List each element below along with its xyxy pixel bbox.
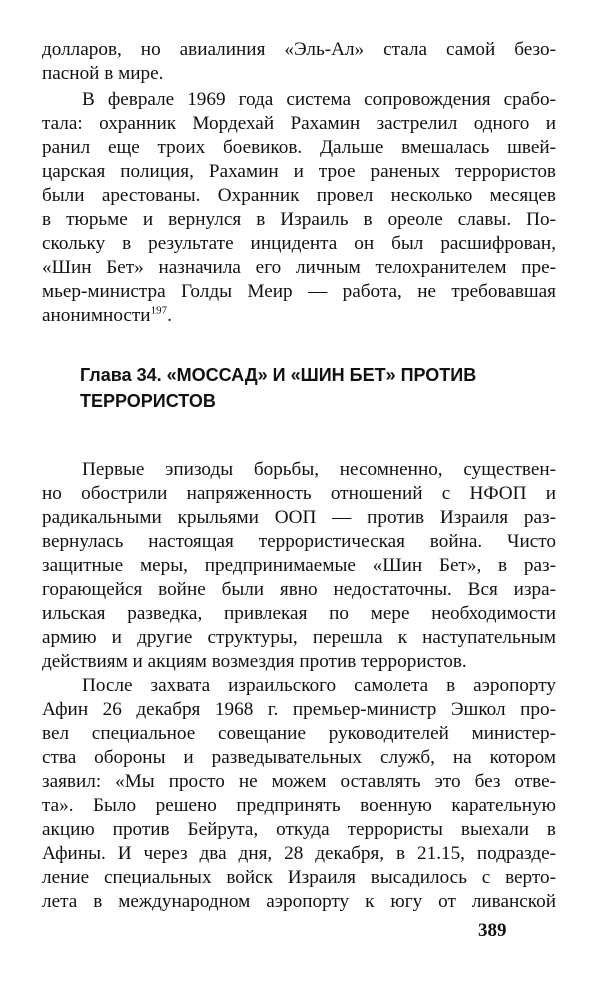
- text-line: ства обороны и разведывательных служб, на котором: [42, 747, 556, 768]
- text-line: горающейся войне были явно недостаточны. Вся изра-: [42, 579, 556, 600]
- text-line: Афины. И через два дня, 28 декабря, в 21.15, подразде-: [42, 843, 556, 864]
- chapter-heading-line: ТЕРРОРИСТОВ: [80, 391, 216, 411]
- paragraph-first-episodes: [42, 458, 556, 674]
- paragraph-feb-1969: [42, 88, 556, 328]
- text-line: царская полиция, Рахамин и трое раненых террористов: [42, 161, 556, 182]
- text-line: ильская разведка, привлекая по мере необходимости: [42, 603, 556, 624]
- text-line: защитные меры, предпринимаемые «Шин Бет», в раз-: [42, 555, 556, 576]
- paragraph-continued: [42, 38, 556, 86]
- text-line: «Шин Бет» назначила его личным телохранителем пре-: [42, 257, 556, 278]
- text-line: заявил: «Мы просто не можем оставлять это без отве-: [42, 771, 556, 792]
- text-line: были арестованы. Охранник провел несколько месяцев: [42, 185, 556, 206]
- text-line: радикальными крыльями ООП — против Израиля раз-: [42, 507, 556, 528]
- text-line: акцию против Бейрута, откуда террористы выехали в: [42, 819, 556, 840]
- text-line: скольку в результате инцидента он был расшифрован,: [42, 233, 556, 254]
- text-line: ление специальных войск Израиля высадилось с верто-: [42, 867, 556, 888]
- page-number: 389: [478, 920, 507, 941]
- text-line: но обострили напряженность отношений с НФОП и: [42, 483, 556, 504]
- text-line: Первые эпизоды борьбы, несомненно, существен-: [82, 459, 556, 480]
- text-line: армию и другие структуры, перешла к наступательным: [42, 627, 556, 648]
- text-line: мьер-министра Голды Меир — работа, не требовавшая: [42, 281, 556, 302]
- text-line: действиям и акциям возмездия против террористов.: [42, 651, 467, 672]
- text-line: долларов, но авиалиния «Эль-Ал» стала самой безо-: [42, 39, 556, 60]
- chapter-heading-line: Глава 34. «МОССАД» И «ШИН БЕТ» ПРОТИВ: [80, 365, 477, 385]
- sentence-end: .: [167, 305, 172, 326]
- text-line: в тюрьме и вернулся в Израиль в ореоле славы. По-: [42, 209, 556, 230]
- chapter-heading: [80, 362, 550, 414]
- text-line: лета в международном аэропорту к югу от ливанской: [42, 891, 556, 912]
- text-line: Афин 26 декабря 1968 г. премьер-министр Эшкол про-: [42, 699, 556, 720]
- text-fragment: анонимности: [42, 305, 151, 326]
- text-line: та». Было решено предпринять военную карательную: [42, 795, 556, 816]
- text-line: После захвата израильского самолета в аэропорту: [82, 675, 556, 696]
- text-line: вел специальное совещание руководителей министер-: [42, 723, 556, 744]
- text-line: вернулась настоящая террористическая война. Чисто: [42, 531, 556, 552]
- text-line: В феврале 1969 года система сопровождения срабо-: [82, 89, 556, 110]
- text-line: ранил еще троих боевиков. Дальше вмешалась швей-: [42, 137, 556, 158]
- footnote-reference: 197: [150, 304, 168, 317]
- text-line-last: [42, 304, 556, 328]
- text-line: пасной в мире.: [42, 63, 164, 84]
- paragraph-after-capture: [42, 674, 556, 914]
- text-line: тала: охранник Мордехай Рахамин застрелил одного и: [42, 113, 556, 134]
